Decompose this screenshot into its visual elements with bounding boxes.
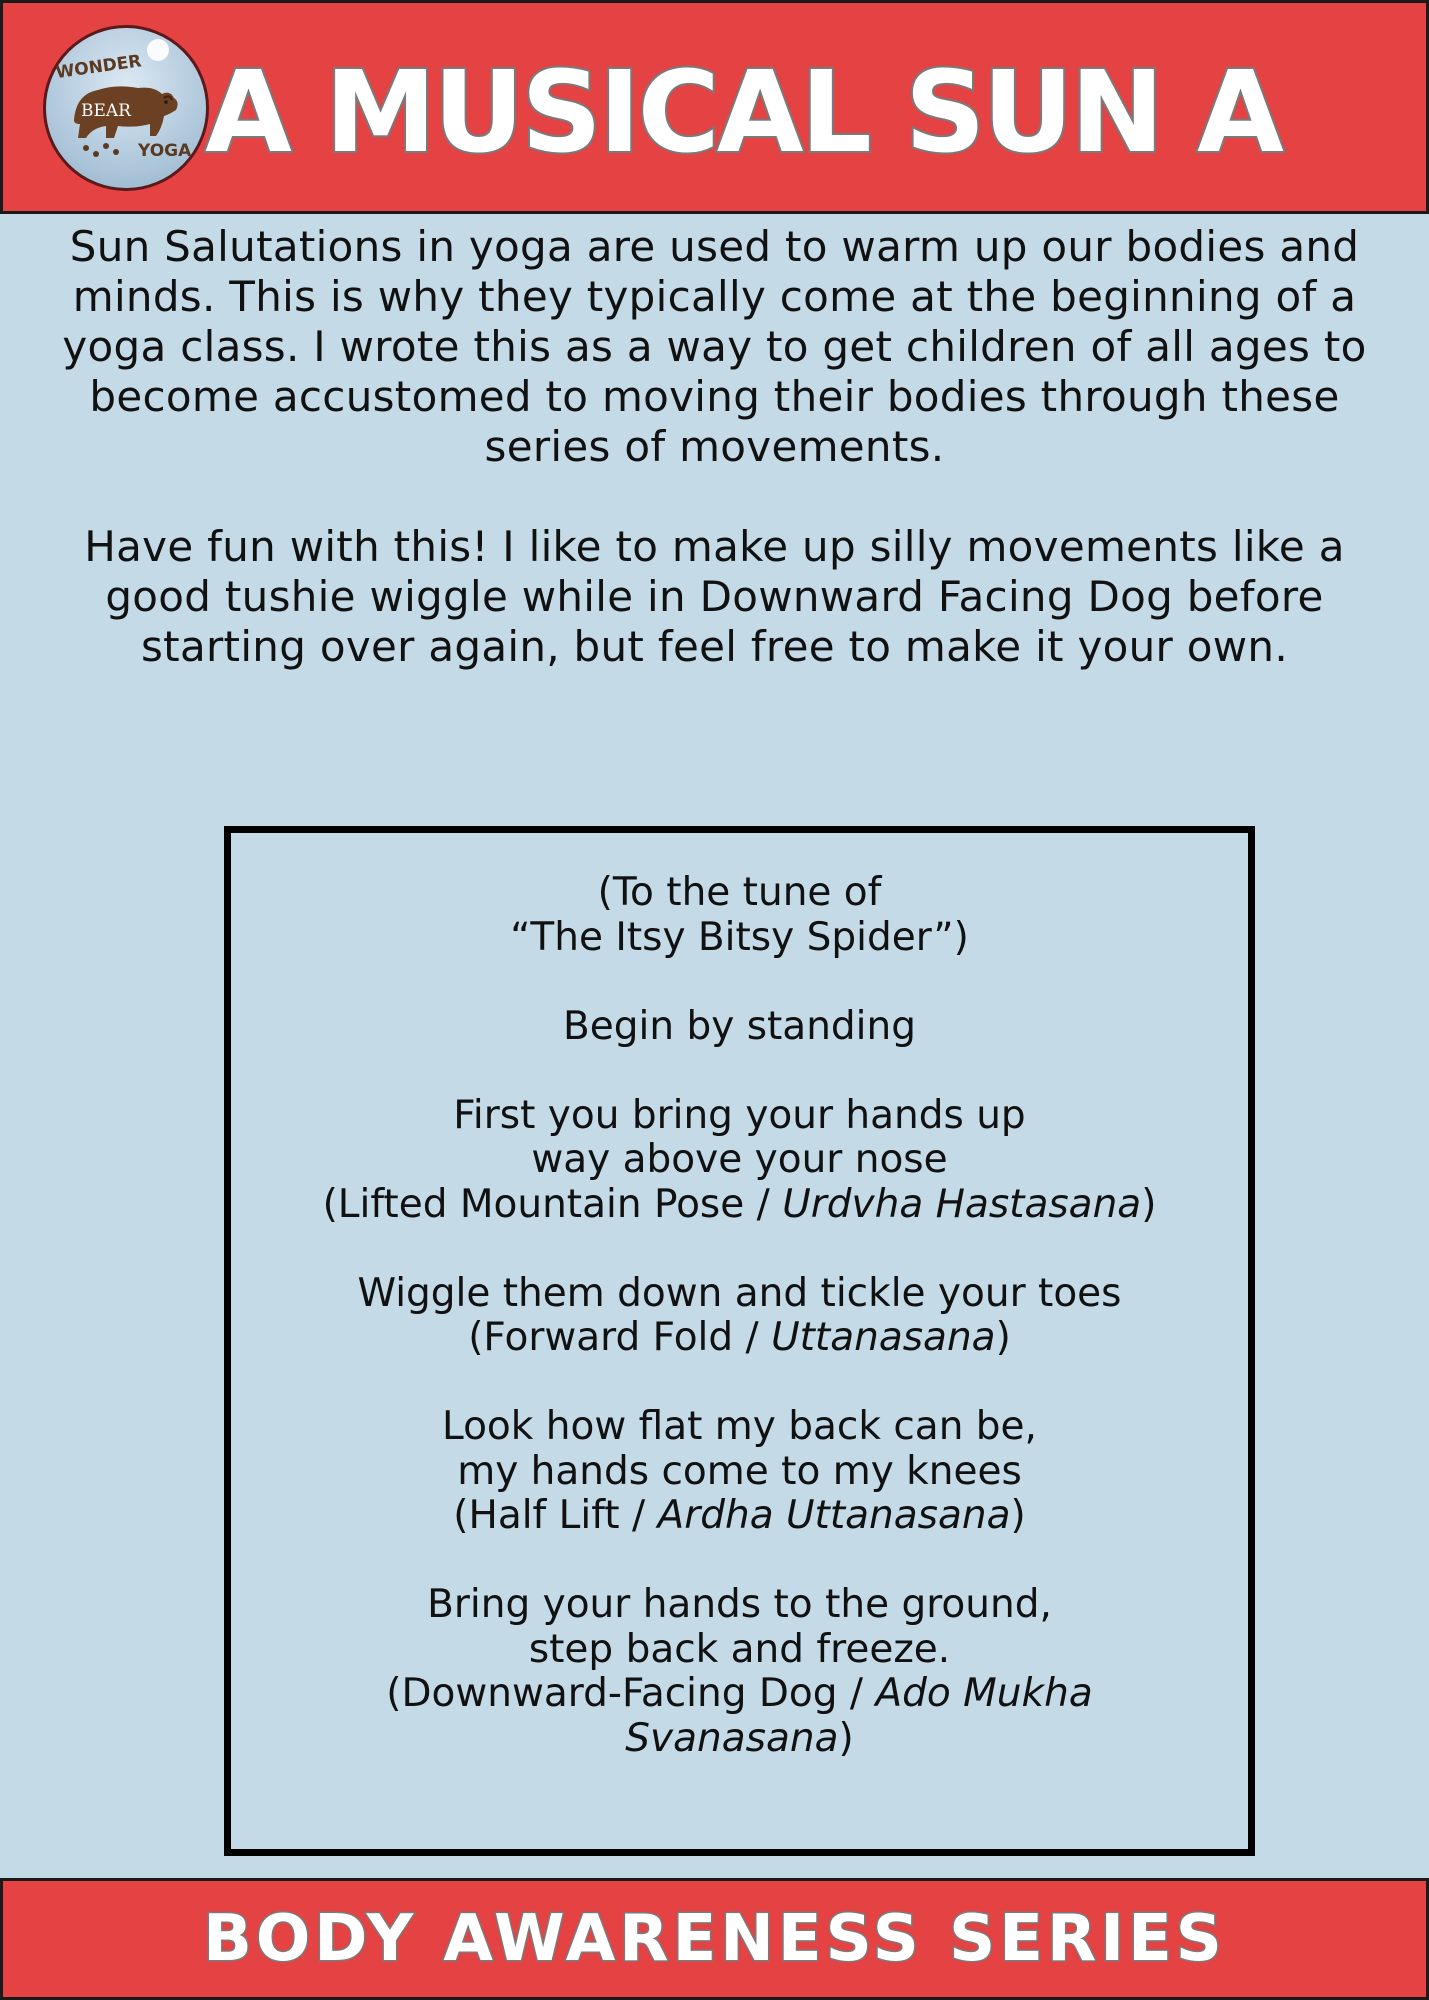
pose-close: ) [995, 1315, 1011, 1360]
pose-sanskrit: Uttanasana [771, 1315, 996, 1360]
pose-name-line [231, 1183, 1248, 1228]
tune-note [231, 871, 1248, 960]
pose-name-line [231, 1672, 1248, 1717]
pose-english: (Downward-Facing Dog / [386, 1671, 876, 1716]
intro-text [30, 222, 1399, 672]
pose-sanskrit: Ardha Uttanasana [657, 1493, 1011, 1538]
footer-banner [0, 1878, 1429, 2000]
intro-paragraph-2: Have fun with this! I like to make up silly movements like a good tushie wiggle while in Downward Facing Dog before starting over again, but feel free to make it your own. [84, 522, 1345, 671]
begin-stanza [231, 1005, 1248, 1050]
stanza-line: Look how flat my back can be, [442, 1404, 1037, 1449]
pose-close: ) [1141, 1181, 1157, 1227]
page-title: A MUSICAL SUN A [205, 48, 1281, 178]
pose-english: (Forward Fold / [468, 1315, 772, 1360]
tune-line-1: (To the tune of [597, 870, 882, 915]
pose-sanskrit: Svanasana [625, 1715, 839, 1761]
stanza-half-lift [231, 1405, 1248, 1539]
wonder-bear-yoga-logo [43, 25, 209, 191]
header-banner [0, 0, 1429, 214]
stanza-downward-dog [231, 1583, 1248, 1761]
stanza-line: First you bring your hands up [453, 1092, 1026, 1138]
stanza-lifted-mountain [231, 1094, 1248, 1228]
stanza-line: way above your nose [531, 1137, 948, 1182]
begin-line: Begin by standing [563, 1003, 916, 1049]
stanza-line: Wiggle them down and tickle your toes [357, 1270, 1122, 1316]
pose-name-line [231, 1316, 1248, 1361]
bear-icon [46, 28, 206, 188]
logo-text-middle: BEAR [81, 101, 131, 121]
pose-close: ) [1010, 1493, 1026, 1538]
stanza-line: my hands come to my knees [457, 1448, 1022, 1494]
pose-english: (Half Lift / [453, 1493, 658, 1538]
logo-text-bottom: YOGA [138, 141, 192, 161]
intro-paragraph-1: Sun Salutations in yoga are used to warm up our bodies and minds. This is why they typically come at the beginning of a yoga class. I wrote this as a way to get children of all ages to become accustomed to moving their bodies through these series of movements. [62, 222, 1367, 471]
stanza-forward-fold [231, 1272, 1248, 1361]
pose-close: ) [838, 1715, 854, 1761]
logo-text-top: WONDER [54, 51, 143, 84]
stanza-line: step back and freeze. [528, 1626, 951, 1672]
pose-sanskrit: Ado Mukha [875, 1671, 1093, 1716]
song-lyrics [231, 871, 1248, 1806]
song-lyrics-box [224, 826, 1255, 1856]
pose-english: (Lifted Mountain Pose / [322, 1181, 783, 1227]
stanza-line: Bring your hands to the ground, [427, 1582, 1052, 1627]
pose-name-line [231, 1717, 1248, 1762]
pose-sanskrit: Urdvha Hastasana [782, 1181, 1142, 1227]
pose-name-line [231, 1494, 1248, 1539]
series-title: BODY AWARENESS SERIES [203, 1902, 1226, 1976]
tune-line-2: “The Itsy Bitsy Spider”) [510, 914, 969, 960]
